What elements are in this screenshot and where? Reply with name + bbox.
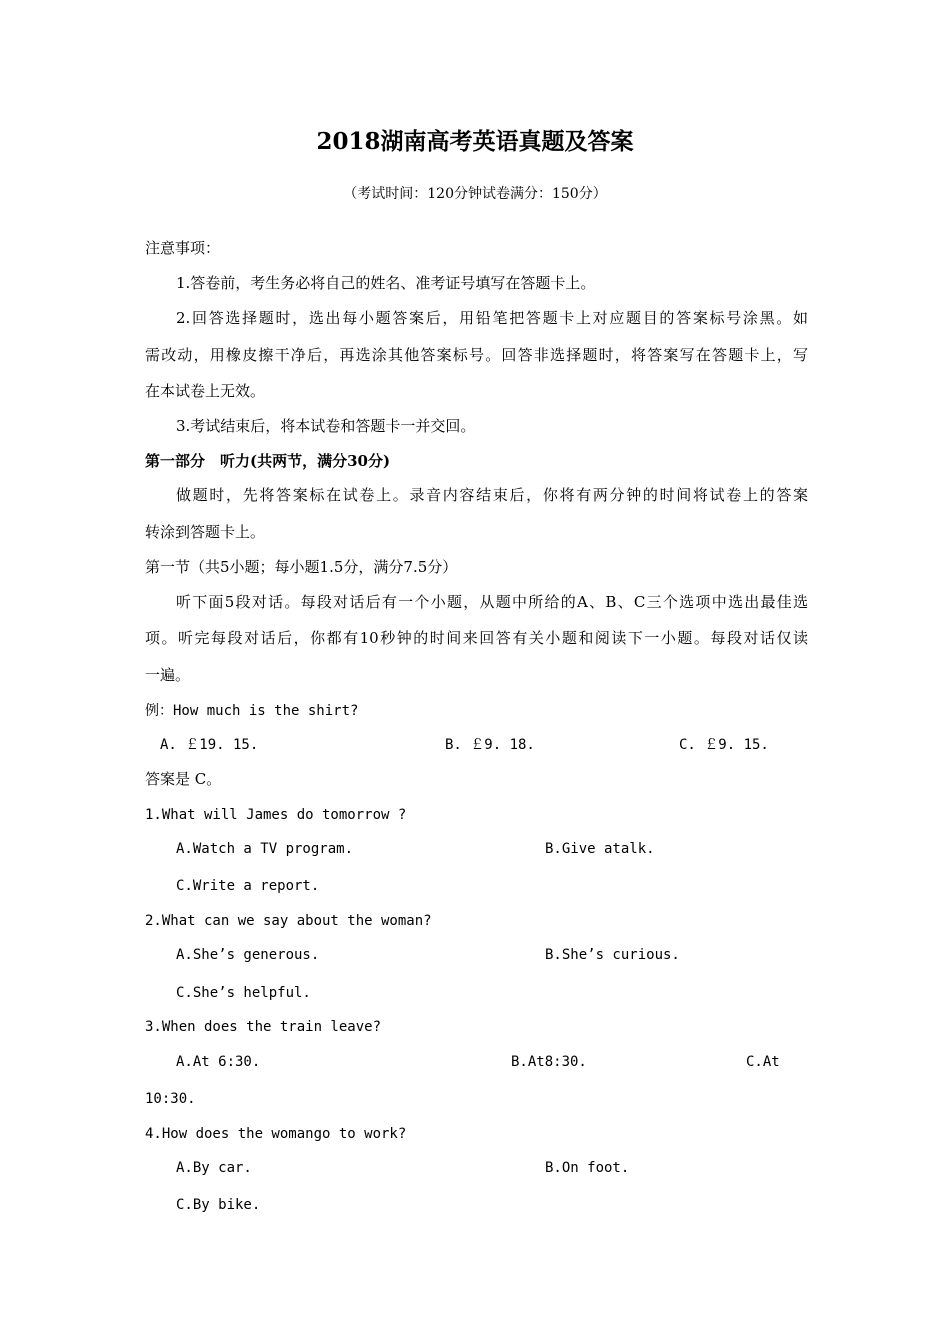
question-3: 3.When does the train leave? <box>145 1019 382 1035</box>
question-3-option-c: C.At <box>746 1054 780 1070</box>
question-3-option-b: B.At8:30. <box>511 1054 587 1070</box>
question-1-option-a: A.Watch a TV program. <box>176 841 354 857</box>
notice-heading: 注意事项： <box>145 239 221 257</box>
example-option-c: C. ￡9. 15. <box>679 737 769 753</box>
question-1-option-b: B.Give atalk. <box>545 841 655 857</box>
example-answer: 答案是 C。 <box>145 770 222 788</box>
section1-instruction-line-1: 听下面5段对话。每段对话后有一个小题，从题中所给的A、B、C三个选项中选出最佳选 <box>176 593 808 611</box>
question-4-option-b: B.On foot. <box>545 1160 630 1176</box>
exam-info: （考试时间：120分钟试卷满分：150分） <box>343 186 607 202</box>
question-4: 4.How does the womango to work? <box>145 1126 407 1142</box>
question-2-option-c: C.She’s helpful. <box>176 985 311 1001</box>
question-4-option-c: C.By bike. <box>176 1197 261 1213</box>
example-option-b: B. ￡9. 18. <box>445 737 535 753</box>
example-question: 例：How much is the shirt? <box>145 703 359 719</box>
example-option-a: A. ￡19. 15. <box>160 737 259 753</box>
notice-item-1: 1.答卷前，考生务必将自己的姓名、准考证号填写在答题卡上。 <box>176 274 596 292</box>
notice-item-2-line-1: 2.回答选择题时，选出每小题答案后，用铅笔把答题卡上对应题目的答案标号涂黑。如 <box>176 309 808 327</box>
notice-item-2-line-2: 需改动，用橡皮擦干净后，再选涂其他答案标号。回答非选择题时，将答案写在答题卡上，写 <box>145 346 808 364</box>
question-2-option-a: A.She’s generous. <box>176 947 320 963</box>
question-3-option-c-continued: 10:30. <box>145 1091 196 1107</box>
section1-instruction-line-2: 项。听完每段对话后，你都有10秒钟的时间来回答有关小题和阅读下一小题。每段对话仅读 <box>145 629 808 647</box>
part1-intro-line-1: 做题时，先将答案标在试卷上。录音内容结束后，你将有两分钟的时间将试卷上的答案 <box>176 486 808 504</box>
part1-intro-line-2: 转涂到答题卡上。 <box>145 523 266 541</box>
part1-heading: 第一部分 听力(共两节，满分30分) <box>145 452 391 470</box>
question-1: 1.What will James do tomorrow ? <box>145 807 407 823</box>
question-2-option-b: B.She’s curious. <box>545 947 680 963</box>
section1-heading: 第一节（共5小题；每小题1.5分，满分7.5分） <box>145 558 458 576</box>
notice-item-3: 3.考试结束后，将本试卷和答题卡一并交回。 <box>176 417 476 435</box>
question-4-option-a: A.By car. <box>176 1160 252 1176</box>
document-title: 2018湖南高考英语真题及答案 <box>316 128 634 155</box>
notice-item-2-line-3: 在本试卷上无效。 <box>145 382 266 400</box>
question-2: 2.What can we say about the woman? <box>145 913 432 929</box>
section1-instruction-line-3: 一遍。 <box>145 666 191 684</box>
question-1-option-c: C.Write a report. <box>176 878 320 894</box>
question-3-option-a: A.At 6:30. <box>176 1054 261 1070</box>
